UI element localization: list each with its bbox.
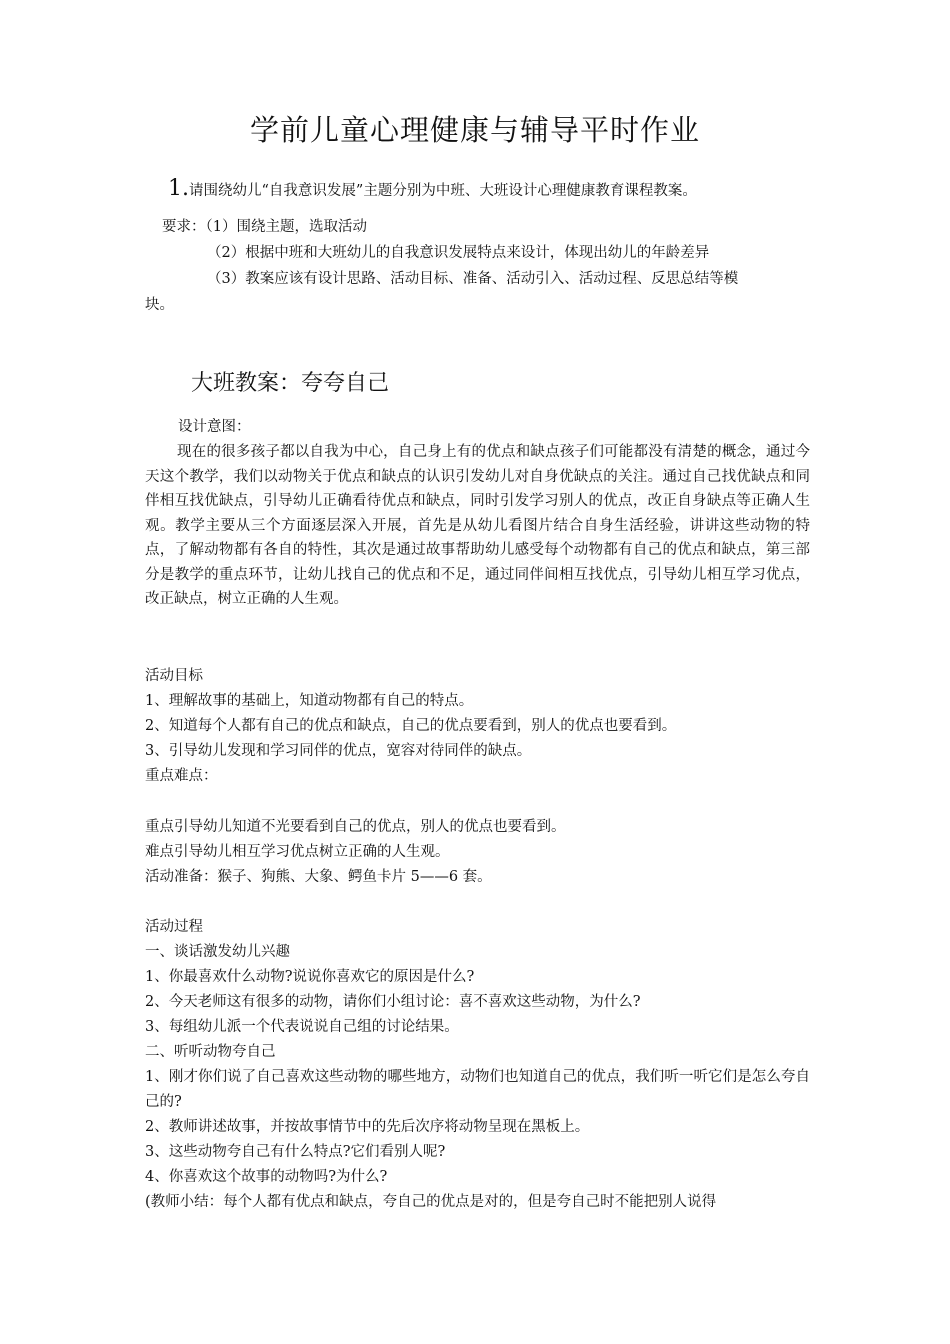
goal-item: 2、知道每个人都有自己的优点和缺点，自己的优点要看到，别人的优点也要看到。 [145, 718, 677, 734]
step1-item: 1、你最喜欢什么动物?说说你喜欢它的原因是什么? [145, 969, 475, 985]
step2-item: 3、这些动物夸自己有什么特点?它们看别人呢? [145, 1144, 446, 1160]
design-label: 设计意图： [178, 419, 251, 435]
step1-item: 2、今天老师这有很多的动物，请你们小组讨论：喜不喜欢这些动物，为什么? [145, 994, 641, 1010]
step2-heading: 二、听听动物夸自己 [145, 1044, 276, 1060]
question-text: 请围绕幼儿“自我意识发展”主题分别为中班、大班设计心理健康教育课程教案。 [189, 183, 697, 199]
goal-item: 3、引导幼儿发现和学习同伴的优点，宽容对待同伴的缺点。 [145, 743, 532, 759]
goal-item: 1、理解故事的基础上，知道动物都有自己的特点。 [145, 693, 474, 709]
step1-item: 3、每组幼儿派一个代表说说自己组的讨论结果。 [145, 1019, 459, 1035]
key-points-heading: 重点难点： [145, 768, 218, 784]
key-point: 重点引导幼儿知道不光要看到自己的优点，别人的优点也要看到。 [145, 819, 566, 835]
difficulty-point: 难点引导幼儿相互学习优点树立正确的人生观。 [145, 844, 450, 860]
teacher-summary: (教师小结：每个人都有优点和缺点，夸自己的优点是对的，但是夸自己时不能把别人说得 [145, 1194, 717, 1210]
goals-heading: 活动目标 [145, 668, 203, 684]
assignment-question [168, 176, 697, 204]
requirement-2: （2）根据中班和大班幼儿的自我意识发展特点来设计，体现出幼儿的年龄差异 [207, 245, 710, 261]
lesson-title: 大班教案：夸夸自己 [191, 371, 390, 396]
step2-item: 1、刚才你们说了自己喜欢这些动物的哪些地方，动物们也知道自己的优点，我们听一听它们是怎么夸自己的? [145, 1069, 810, 1110]
step2-item: 4、你喜欢这个故事的动物吗?为什么? [145, 1169, 388, 1185]
design-paragraph: 现在的很多孩子都以自我为中心，自己身上有的优点和缺点孩子们可能都没有清楚的概念，通过今天这个教学，我们以动物关于优点和缺点的认识引发幼儿对自身优缺点的关注。通过自己找优缺点和同伴相互找优缺点，引导幼儿正确看待优点和缺点，同时引发学习别人的优点，改正自身缺点等正确人生观。教学主要从三个方面逐层深入开展，首先是从幼儿看图片结合自身生活经验，讲讲这些动物的特点，了解动物都有各自的特性，其次是通过故事帮助幼儿感受每个动物都有自己的优点和缺点，第三部分是教学的重点环节，让幼儿找自己的优点和不足，通过同伴间相互找优点，引导幼儿相互学习优点，改正缺点，树立正确的人生观。 [145, 444, 810, 607]
step2-item: 2、教师讲述故事，并按故事情节中的先后次序将动物呈现在黑板上。 [145, 1119, 590, 1135]
preparation: 活动准备：猴子、狗熊、大象、鳄鱼卡片 5——6 套。 [145, 869, 492, 885]
requirement-3-continued: 块。 [145, 297, 174, 313]
question-number: 1. [168, 176, 189, 201]
document-title: 学前儿童心理健康与辅导平时作业 [249, 113, 700, 147]
step1-heading: 一、谈话激发幼儿兴趣 [145, 944, 290, 960]
process-heading: 活动过程 [145, 919, 203, 935]
requirement-3: （3）教案应该有设计思路、活动目标、准备、活动引入、活动过程、反思总结等模 [207, 271, 739, 287]
requirement-1: 要求：（1）围绕主题，选取活动 [162, 219, 367, 235]
